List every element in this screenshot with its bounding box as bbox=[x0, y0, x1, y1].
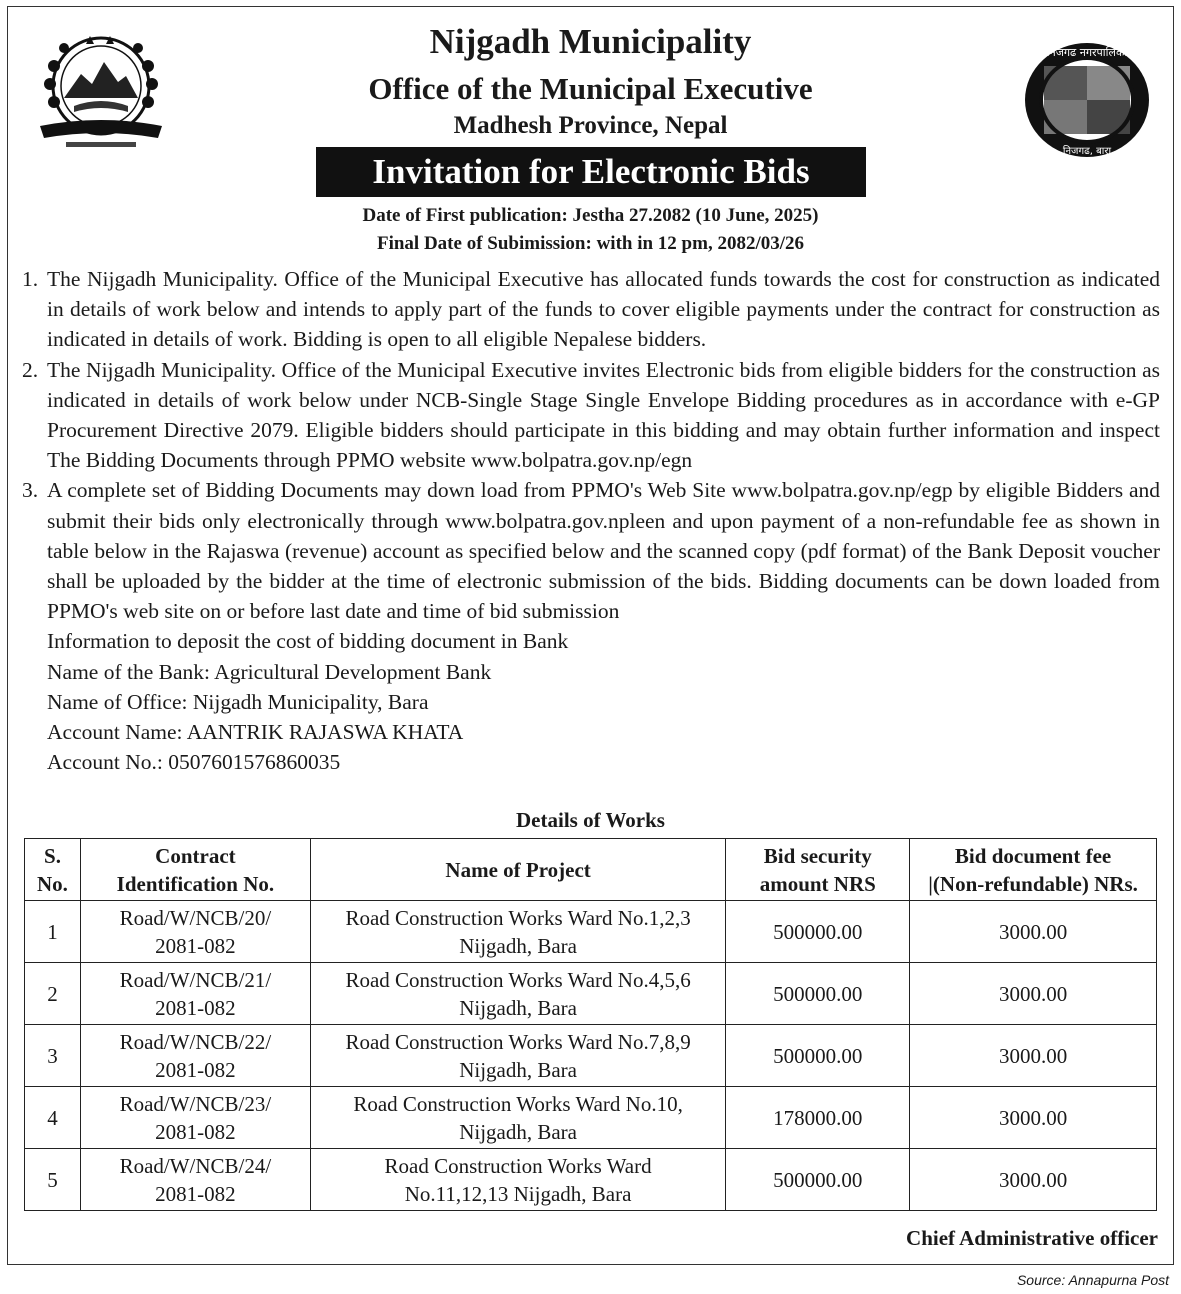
cell-security: 500000.00 bbox=[726, 901, 910, 963]
paragraph-text: The Nijgadh Municipality. Office of the Municipal Executive has allocated funds towards the cost for construction as indicated in details of work below and intends to apply part of the funds to cover eligible payments under the contract for construction as indicated in details of work. Bidding is open to all eligible Nepalese bidders. bbox=[47, 267, 1160, 352]
cell-fee: 3000.00 bbox=[910, 1025, 1157, 1087]
paragraph-2 bbox=[22, 355, 1160, 476]
table-row bbox=[25, 1087, 1157, 1149]
cell-security: 178000.00 bbox=[726, 1087, 910, 1149]
cell-contract-id: Road/W/NCB/23/ 2081-082 bbox=[80, 1087, 310, 1149]
works-table bbox=[24, 838, 1157, 1211]
final-submission-date: Final Date of Subimission: with in 12 pm, 2082/03/26 bbox=[376, 233, 805, 254]
notice-body bbox=[22, 264, 1160, 777]
table-header-row bbox=[25, 839, 1157, 901]
seal-text-bottom: निजगढ, बारा bbox=[1062, 146, 1112, 157]
account-number: Account No.: 0507601576860035 bbox=[47, 750, 341, 775]
cell-security: 500000.00 bbox=[726, 1149, 910, 1211]
bank-name: Name of the Bank: Agricultural Development Bank bbox=[47, 659, 492, 684]
cell-sn: 4 bbox=[25, 1087, 81, 1149]
paragraph-text: The Nijgadh Municipality. Office of the Municipal Executive invites Electronic bids from eligible bidders for the construction as indicated in details of work below under NCB-Single Stage Single Envelope Bidding procedures as in accordance with e-GP Procurement Directive 2079. Eligible bidders should participate in this bidding and may obtain further information and inspect The Bidding Documents through PPMO website www.bolpatra.gov.np/egn bbox=[47, 357, 1160, 473]
cell-contract-id: Road/W/NCB/20/ 2081-082 bbox=[80, 901, 310, 963]
paragraph-text: A complete set of Bidding Documents may down load from PPMO's Web Site www.bolpatra.gov.np/egp by eligible Bidders and submit their bids only electronically through www.bolpatra.gov.npleen and upon payment of a non-refundable fee as shown in table below in the Rajaswa (revenue) account as specified below and the scanned copy (pdf format) of the Bank Deposit voucher shall be uploaded by the bidder at the time of electronic submission of the bids. Bidding documents can be down loaded from PPMO's web site on or before last date and time of bid submission bbox=[47, 478, 1160, 624]
cell-project: Road Construction Works Ward No.11,12,13 Nijgadh, Bara bbox=[310, 1149, 726, 1211]
municipality-title: Nijgadh Municipality bbox=[429, 22, 752, 61]
header-project: Name of Project bbox=[310, 839, 726, 901]
bank-info bbox=[22, 626, 1160, 777]
cell-project: Road Construction Works Ward No.7,8,9 Nijgadh, Bara bbox=[310, 1025, 726, 1087]
cell-project: Road Construction Works Ward No.10, Nijgadh, Bara bbox=[310, 1087, 726, 1149]
cell-contract-id: Road/W/NCB/21/ 2081-082 bbox=[80, 963, 310, 1025]
signature-title: Chief Administrative officer bbox=[906, 1226, 1158, 1250]
cell-contract-id: Road/W/NCB/24/ 2081-082 bbox=[80, 1149, 310, 1211]
seal-text-top: निजगढ नगरपालिका bbox=[1046, 46, 1128, 59]
cell-fee: 3000.00 bbox=[910, 963, 1157, 1025]
cell-fee: 3000.00 bbox=[910, 1087, 1157, 1149]
table-row bbox=[25, 963, 1157, 1025]
cell-project: Road Construction Works Ward No.1,2,3 Nijgadh, Bara bbox=[310, 901, 726, 963]
header-document-fee: Bid document fee |(Non-refundable) NRs. bbox=[910, 839, 1157, 901]
header-bid-security: Bid security amount NRS bbox=[726, 839, 910, 901]
office-title: Office of the Municipal Executive bbox=[368, 71, 813, 106]
paragraph-1 bbox=[22, 264, 1160, 355]
paragraph-number: 1. bbox=[22, 267, 39, 291]
office-name: Name of Office: Nijgadh Municipality, Bara bbox=[47, 689, 429, 714]
cell-contract-id: Road/W/NCB/22/ 2081-082 bbox=[80, 1025, 310, 1087]
header-contract-id: Contract Identification No. bbox=[80, 839, 310, 901]
details-of-works-title: Details of Works bbox=[516, 808, 665, 832]
bank-info-intro: Information to deposit the cost of bidding document in Bank bbox=[47, 629, 569, 654]
first-publication-date: Date of First publication: Jestha 27.2082 (10 June, 2025) bbox=[362, 205, 819, 226]
account-name: Account Name: AANTRIK RAJASWA KHATA bbox=[47, 720, 464, 745]
cell-security: 500000.00 bbox=[726, 1025, 910, 1087]
table-row bbox=[25, 1025, 1157, 1087]
header-sn: S. No. bbox=[25, 839, 81, 901]
invitation-banner: Invitation for Electronic Bids bbox=[316, 147, 866, 197]
cell-project: Road Construction Works Ward No.4,5,6 Nijgadh, Bara bbox=[310, 963, 726, 1025]
table-row bbox=[25, 1149, 1157, 1211]
cell-sn: 1 bbox=[25, 901, 81, 963]
cell-fee: 3000.00 bbox=[910, 1149, 1157, 1211]
source-credit: Source: Annapurna Post bbox=[1016, 1272, 1169, 1288]
cell-sn: 2 bbox=[25, 963, 81, 1025]
paragraph-3 bbox=[22, 475, 1160, 626]
province-title: Madhesh Province, Nepal bbox=[453, 112, 728, 139]
paragraph-number: 2. bbox=[22, 357, 39, 382]
cell-sn: 5 bbox=[25, 1149, 81, 1211]
cell-fee: 3000.00 bbox=[910, 901, 1157, 963]
table-row bbox=[25, 901, 1157, 963]
cell-sn: 3 bbox=[25, 1025, 81, 1087]
paragraph-number: 3. bbox=[22, 478, 39, 503]
cell-security: 500000.00 bbox=[726, 963, 910, 1025]
